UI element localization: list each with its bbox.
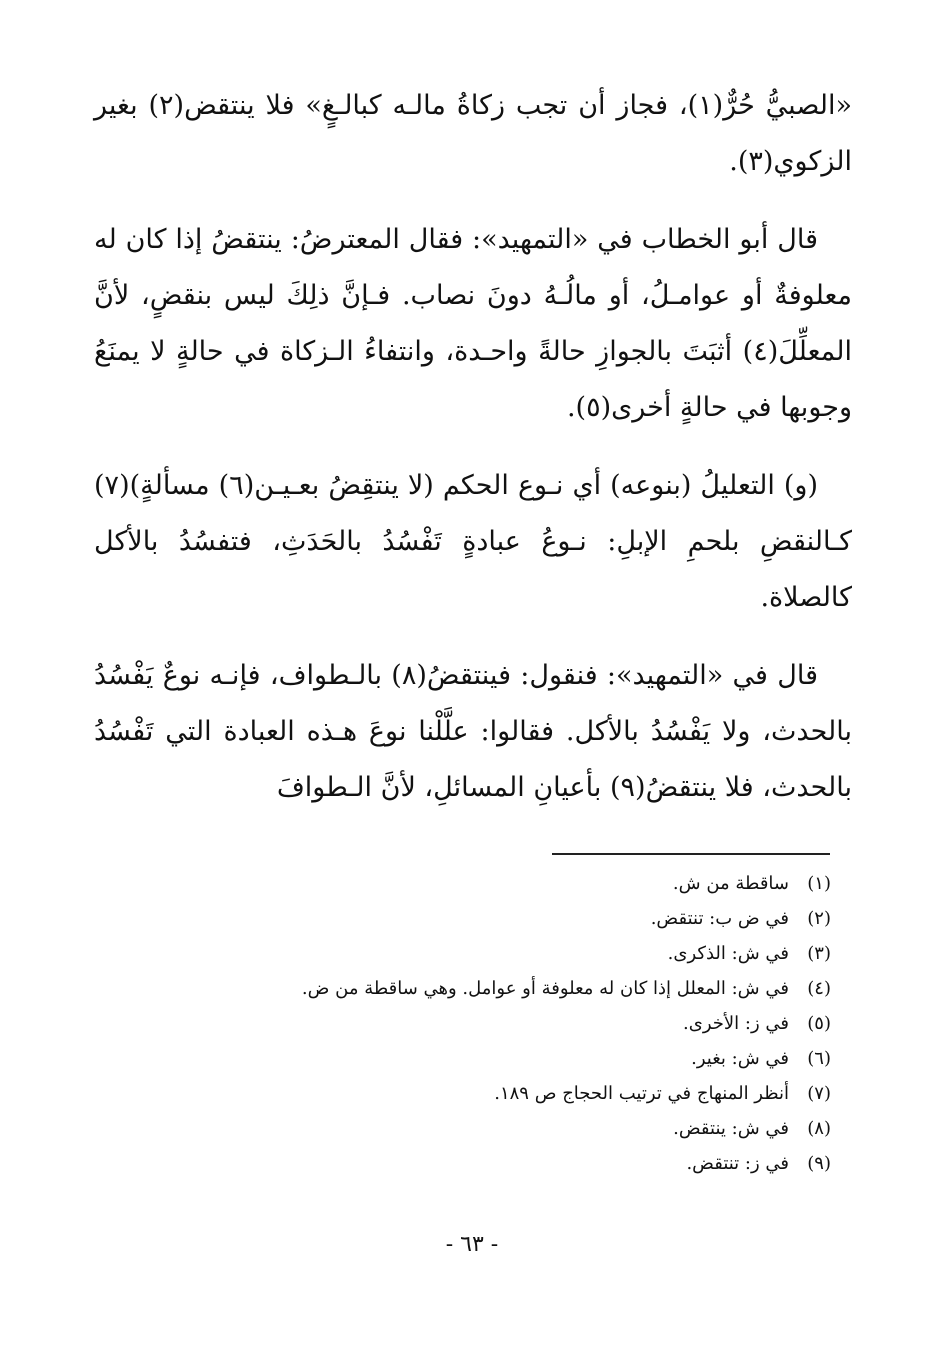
footnote-item xyxy=(131,1041,831,1076)
footnote-separator xyxy=(552,853,830,855)
footnote-text: في ش: المعلل إذا كان له معلوفة أو عوامل. وهي ساقطة من ض. xyxy=(301,978,789,999)
footnote-number: (٨) xyxy=(807,1118,831,1139)
footnote-item xyxy=(131,866,831,901)
footnote-number: (١) xyxy=(807,873,831,894)
paragraph-1: «الصبيُّ حُرٌّ(١)، فجاز أن تجب زكاةُ مالـه كبالـغٍ» فلا ينتقض(٢) بغير الزكوي(٣). xyxy=(94,90,852,177)
footnote-item xyxy=(131,1076,831,1111)
page-number: - ٦٣ - xyxy=(445,1232,499,1257)
footnote-number: (٥) xyxy=(807,1013,831,1034)
footnote-number: (٩) xyxy=(807,1153,831,1174)
footnote-number: (٣) xyxy=(807,943,831,964)
footnote-number: (٢) xyxy=(807,908,831,929)
footnote-number: (٧) xyxy=(807,1083,831,1104)
footnote-text: أنظر المنهاج في ترتيب الحجاج ص ١٨٩. xyxy=(494,1083,789,1104)
footnote-number: (٤) xyxy=(807,978,831,999)
paragraph-4: قال في «التمهيد»: فنقول: فينتقضُ(٨) بالـطواف، فإنـه نوعٌ يَفْسُدُ بالحدث، ولا يَفْسُدُ بالأكل. فقالوا: علَّلْنا نوعَ هـذه العبادة التي تَفْسُدُ بالحدث، فلا ينتقضُ(٩) بأعيانِ المسائلِ، لأنَّ الـطوافَ xyxy=(94,660,852,803)
footnote-text: في ز: الأخرى. xyxy=(683,1013,789,1034)
footnote-number: (٦) xyxy=(807,1048,831,1069)
footnote-text: في ز: تنتقض. xyxy=(686,1153,789,1174)
footnote-text: في ش: الذكرى. xyxy=(667,943,789,964)
paragraph-2: قال أبو الخطاب في «التمهيد»: فقال المعترضُ: ينتقضُ إذا كان له معلوفةٌ أو عوامـلُ، أو مالُـهُ دونَ نصاب. فـإنَّ ذلِكَ ليس بنقضٍ، لأنَّ المعلِّلَ(٤) أثبَتَ بالجوازِ حالةً واحـدة، وانتفاءُ الـزكاة في حالةٍ لا يمنَعُ وجوبها في حالةٍ أخرى(٥). xyxy=(94,224,852,423)
footnote-item xyxy=(131,901,831,936)
main-text xyxy=(94,78,852,838)
footnote-item xyxy=(131,971,831,1006)
paragraph-3: (و) التعليلُ (بنوعه) أي نـوع الحكم (لا ينتقِضُ بعـيـن(٦) مسألةٍ)(٧) كـالنقضِ بلحمِ الإبلِ: نـوعُ عبادةٍ تَفْسُدُ بالحَدَثِ، فتفسُدُ بالأكل كالصلاة. xyxy=(94,470,852,613)
footnote-item xyxy=(131,936,831,971)
footnote-text: في ش: ينتقض. xyxy=(673,1118,789,1139)
footnote-item xyxy=(131,1146,831,1181)
footnotes-list xyxy=(131,866,831,1181)
footnote-item xyxy=(131,1006,831,1041)
footnote-text: في ش: بغير. xyxy=(691,1048,789,1069)
footnote-text: ساقطة من ش. xyxy=(672,873,789,894)
footnote-item xyxy=(131,1111,831,1146)
footnote-text: في ض ب: تنتقض. xyxy=(650,908,789,929)
